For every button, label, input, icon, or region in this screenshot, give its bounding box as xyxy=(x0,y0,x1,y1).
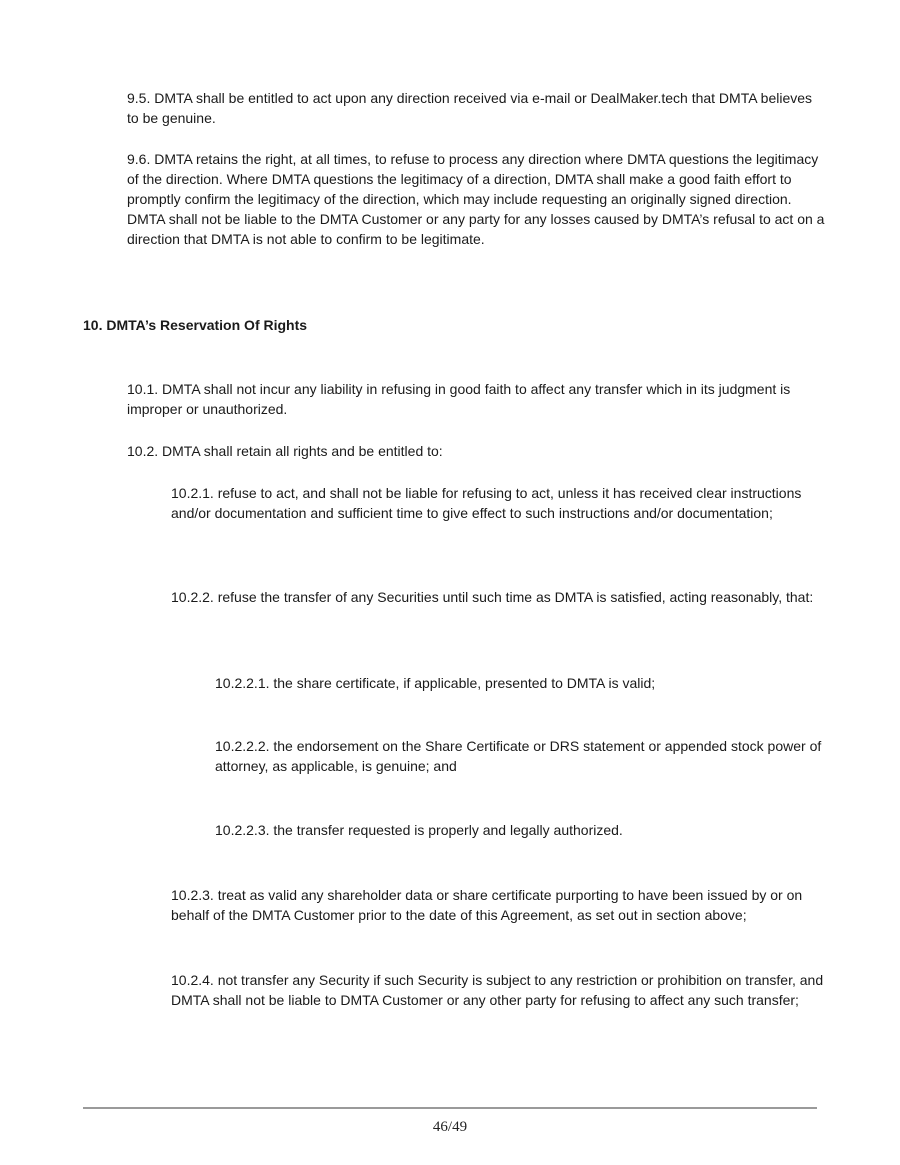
clause-10-2-3: 10.2.3. treat as valid any shareholder data or share certificate purporting to have been issued by or on behalf of the DMTA Customer prior to the date of this Agreement, as set out in section above; xyxy=(171,887,803,923)
clause-10-2-2-3: 10.2.2.3. the transfer requested is properly and legally authorized. xyxy=(215,822,623,838)
section-10-heading: 10. DMTA’s Reservation Of Rights xyxy=(83,317,308,333)
clause-10-2-1: 10.2.1. refuse to act, and shall not be liable for refusing to act, unless it has received clear instructions and/or documentation and sufficient time to give effect to such instructions and/or documentation; xyxy=(171,485,802,521)
clause-10-2-4: 10.2.4. not transfer any Security if such Security is subject to any restriction or prohibition on transfer, and DMTA shall not be liable to DMTA Customer or any other party for refusing to affect any such transfer; xyxy=(171,972,824,1008)
clause-9-5: 9.5. DMTA shall be entitled to act upon any direction received via e-mail or DealMaker.tech that DMTA believes to be genuine. xyxy=(127,90,813,126)
clause-10-2-2-2: 10.2.2.2. the endorsement on the Share Certificate or DRS statement or appended stock power of attorney, as applicable, is genuine; and xyxy=(215,738,822,774)
page-number: 46/49 xyxy=(432,1119,468,1135)
footer-divider xyxy=(83,1107,817,1109)
clause-10-1: 10.1. DMTA shall not incur any liability in refusing in good faith to affect any transfer which in its judgment is improper or unauthorized. xyxy=(127,381,791,417)
clause-9-6: 9.6. DMTA retains the right, at all times, to refuse to process any direction where DMTA questions the legitimacy of the direction. Where DMTA questions the legitimacy of a direction, DMTA shall make a good faith effort to promptly confirm the legitimacy of the direction, which may include requesting an originally signed direction. DMTA shall not be liable to the DMTA Customer or any party for any losses caused by DMTA’s refusal to act on a direction that DMTA is not able to confirm to be legitimate. xyxy=(127,151,825,247)
clause-10-2-2: 10.2.2. refuse the transfer of any Securities until such time as DMTA is satisfied, acting reasonably, that: xyxy=(171,589,814,605)
clause-10-2: 10.2. DMTA shall retain all rights and be entitled to: xyxy=(127,443,443,459)
clause-10-2-2-1: 10.2.2.1. the share certificate, if applicable, presented to DMTA is valid; xyxy=(215,675,656,691)
